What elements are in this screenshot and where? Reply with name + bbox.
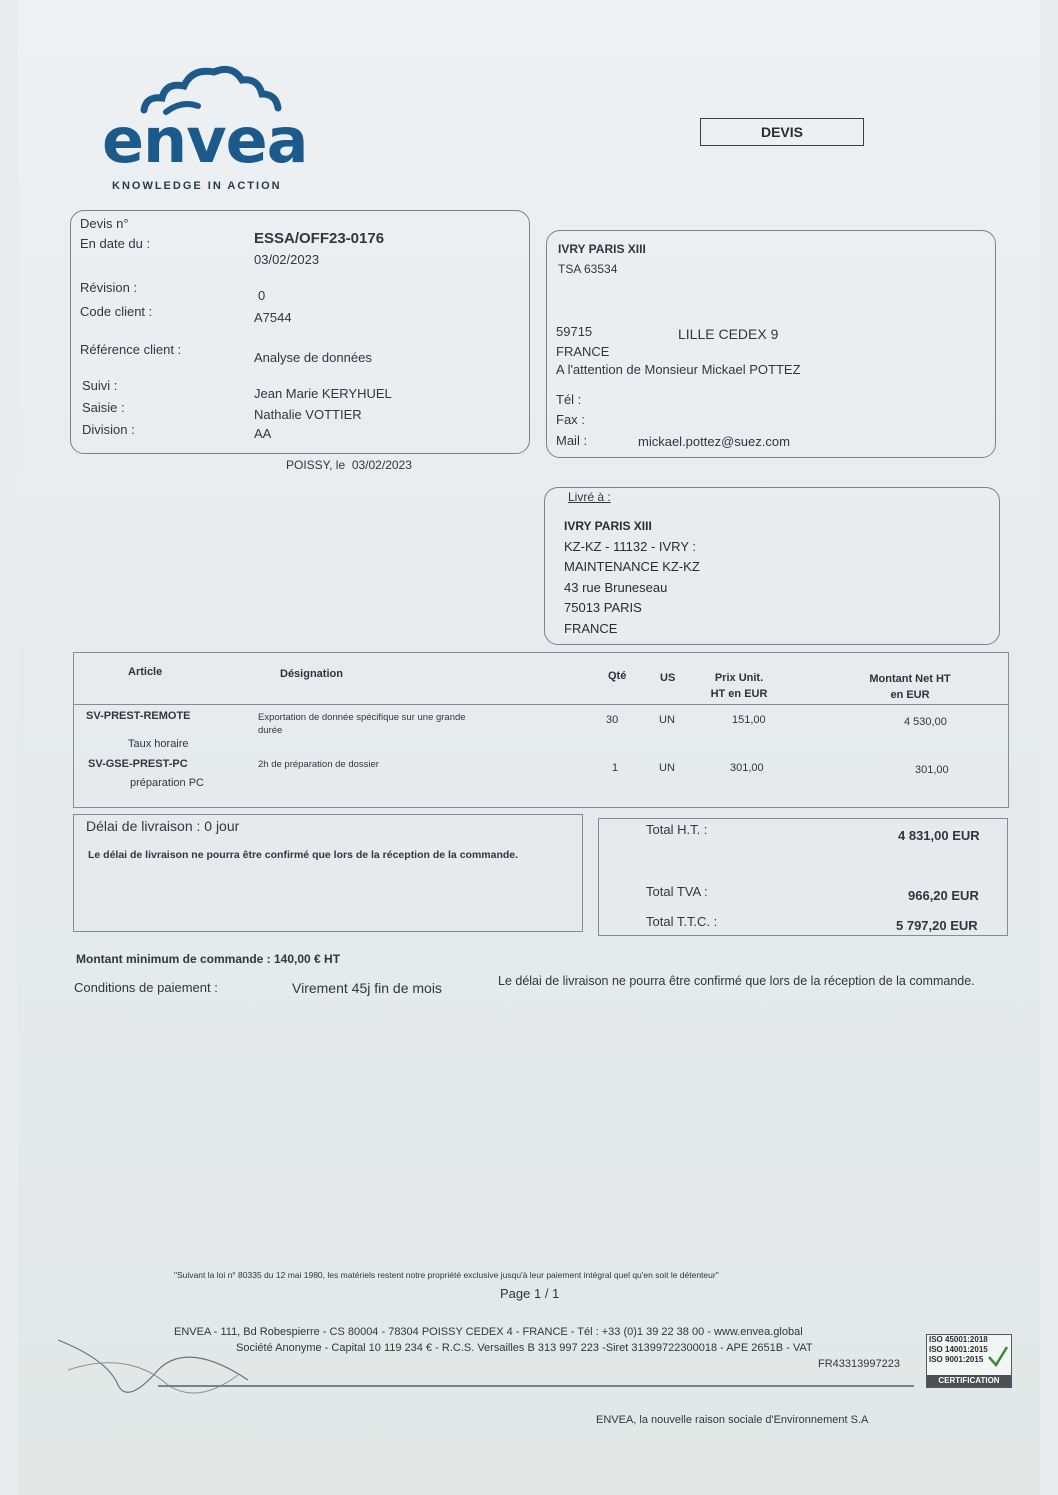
total-ttc-currency: EUR xyxy=(950,918,978,933)
col-us: US xyxy=(660,672,676,684)
delivery-title: Livré à : xyxy=(568,490,611,504)
delivery-line: MAINTENANCE KZ-KZ xyxy=(564,559,700,574)
devis-label: Devis n° xyxy=(80,216,129,231)
total-tva-currency: EUR xyxy=(951,888,979,903)
row1-unit-price: 151,00 xyxy=(732,714,766,726)
row1-qty: 30 xyxy=(606,714,619,726)
row2-us: UN xyxy=(659,762,675,774)
ref-client-value: Analyse de données xyxy=(254,350,372,365)
footer-address-3: FR43313997223 xyxy=(818,1358,900,1370)
code-client-value: A7544 xyxy=(254,310,292,325)
check-icon xyxy=(987,1345,1009,1369)
suivi-value: Jean Marie KERYHUEL xyxy=(254,386,392,401)
row1-us: UN xyxy=(659,714,675,726)
suivi-label: Suivi : xyxy=(82,378,118,393)
payment-label: Conditions de paiement : xyxy=(74,980,218,995)
logo-name: envea xyxy=(102,104,308,177)
row2-net-amount: 301,00 xyxy=(915,764,949,776)
col-article: Article xyxy=(128,666,163,678)
footer-tagline: ENVEA, la nouvelle raison sociale d'Environnement S.A xyxy=(596,1414,869,1426)
place-date xyxy=(286,458,412,472)
client-tsa: TSA 63534 xyxy=(558,262,618,276)
division-value: AA xyxy=(254,426,272,441)
delivery-line: 43 rue Bruneseau xyxy=(564,579,668,595)
minimum-order: Montant minimum de commande : 140,00 € HT xyxy=(76,952,341,966)
saisie-label: Saisie : xyxy=(82,400,125,415)
delivery-line: 75013 PARIS xyxy=(564,600,642,615)
total-ht-amount: 4 831,00 xyxy=(898,828,949,843)
table-header-divider xyxy=(74,704,1008,705)
logo-tagline: KNOWLEDGE IN ACTION xyxy=(112,180,282,192)
client-postcode: 59715 xyxy=(556,324,593,339)
doc-type-box xyxy=(700,118,864,146)
total-tva-label: Total TVA : xyxy=(646,884,708,899)
mail-value: mickael.pottez@suez.com xyxy=(638,434,790,449)
page-number: Page 1 / 1 xyxy=(500,1286,560,1301)
delivery-line: IVRY PARIS XIII xyxy=(564,519,652,533)
code-client-label: Code client : xyxy=(80,304,153,319)
ref-client-label: Référence client : xyxy=(80,342,182,357)
row2-qty: 1 xyxy=(612,762,619,774)
col-qty: Qté xyxy=(608,670,627,682)
delivery-delay-note: Le délai de livraison ne pourra être confirmé que lors de la réception de la commande. xyxy=(88,849,519,861)
row2-unit-price: 301,00 xyxy=(730,762,764,774)
row1-designation xyxy=(258,711,466,737)
iso-line: ISO 45001:2018 xyxy=(929,1335,988,1344)
mail-label: Mail : xyxy=(556,433,588,448)
revision-label: Révision : xyxy=(80,280,138,295)
iso-line: ISO 14001:2015 xyxy=(929,1345,988,1354)
place: POISSY, le xyxy=(286,458,346,472)
row2-sub: préparation PC xyxy=(130,777,204,789)
row1-sub: Taux horaire xyxy=(128,738,189,750)
row2-article: SV-GSE-PREST-PC xyxy=(88,758,188,770)
payment-value: Virement 45j fin de mois xyxy=(292,980,442,996)
row1-article: SV-PREST-REMOTE xyxy=(86,710,191,722)
row1-designation-line2: durée xyxy=(258,725,283,736)
total-ttc-value xyxy=(896,918,978,933)
total-ttc-label: Total T.T.C. : xyxy=(646,914,718,929)
row2-designation: 2h de préparation de dossier xyxy=(258,759,379,770)
total-tva-value xyxy=(908,888,979,903)
client-attention: A l'attention de Monsieur Mickael POTTEZ xyxy=(556,362,801,377)
delivery-line: FRANCE xyxy=(564,620,618,636)
col-unit-price-line2: HT en EUR xyxy=(710,688,768,700)
fax-label: Fax : xyxy=(556,412,585,427)
col-net-amount-line2: en EUR xyxy=(890,689,930,701)
client-name: IVRY PARIS XIII xyxy=(558,242,646,256)
client-city: LILLE CEDEX 9 xyxy=(678,326,779,342)
col-designation: Désignation xyxy=(280,668,343,680)
revision-value: 0 xyxy=(258,288,266,303)
total-ttc-amount: 5 797,20 xyxy=(896,918,947,933)
footer-address-1: ENVEA - 111, Bd Robespierre - CS 80004 - 78304 POISSY CEDEX 4 - FRANCE - Tél : +33 (0)1 39 22 38 00 - www.envea.global xyxy=(174,1326,803,1338)
col-net-amount xyxy=(860,671,960,703)
total-ht-label: Total H.T. : xyxy=(646,822,708,837)
date-value: 03/02/2023 xyxy=(254,252,320,267)
row1-designation-line1: Exportation de donnée spécifique sur une grande xyxy=(258,712,466,723)
doc-type: DEVIS xyxy=(760,124,803,140)
wave-decoration xyxy=(48,1330,928,1410)
client-country: FRANCE xyxy=(556,344,610,359)
row1-net-amount: 4 530,00 xyxy=(904,716,947,728)
delivery-lines xyxy=(564,516,700,639)
total-tva-amount: 966,20 xyxy=(908,888,948,903)
delivery-line: KZ-KZ - 11132 - IVRY : xyxy=(564,538,696,554)
payment-note: Le délai de livraison ne pourra être confirmé que lors de la réception de la commande. xyxy=(498,974,975,988)
delivery-delay-title: Délai de livraison : 0 jour xyxy=(86,818,240,834)
devis-value: ESSA/OFF23-0176 xyxy=(254,230,385,247)
division-label: Division : xyxy=(82,422,135,437)
total-ht-currency: EUR xyxy=(952,828,980,843)
col-net-amount-line1: Montant Net HT xyxy=(869,673,951,685)
iso-cert: CERTIFICATION xyxy=(927,1375,1011,1387)
col-unit-price-line1: Prix Unit. xyxy=(714,672,764,684)
legal-note: "Suivant la loi n° 80335 du 12 mai 1980, les matériels restent notre propriété exclusive jusqu'à leur paiement intégral quel qu'en soit le détenteur" xyxy=(174,1270,719,1280)
footer-address-2: Société Anonyme - Capital 10 119 234 € - R.C.S. Versailles B 313 997 223 -Siret 31399722300018 - APE 2651B - VAT xyxy=(236,1342,813,1354)
date-label: En date du : xyxy=(80,236,151,251)
saisie-value: Nathalie VOTTIER xyxy=(254,407,362,422)
envea-logo xyxy=(98,60,328,200)
tel-label: Tél : xyxy=(556,392,582,407)
total-ht-value xyxy=(898,828,980,843)
document-page xyxy=(18,0,1040,1495)
col-unit-price xyxy=(704,670,774,702)
iso-line: ISO 9001:2015 xyxy=(929,1355,984,1364)
iso-badge xyxy=(926,1334,1012,1388)
place-date-value: 03/02/2023 xyxy=(351,458,412,472)
